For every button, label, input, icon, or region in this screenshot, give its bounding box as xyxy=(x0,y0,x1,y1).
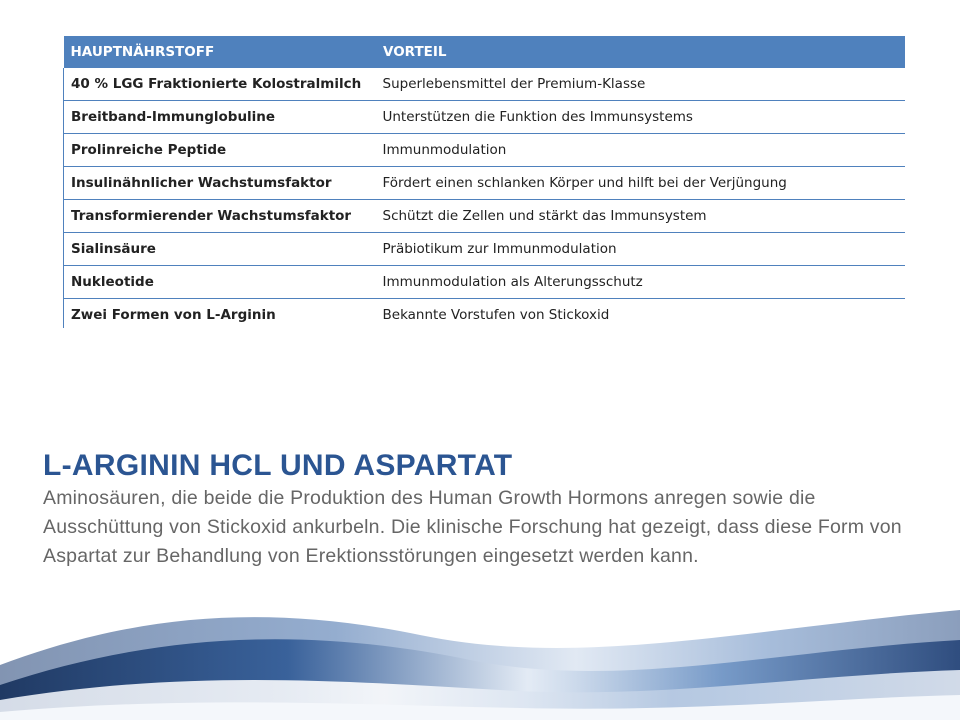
benefit-cell: Immunmodulation xyxy=(376,134,906,167)
l-arginin-section xyxy=(43,448,903,571)
benefit-cell: Präbiotikum zur Immunmodulation xyxy=(376,233,906,266)
nutrient-cell: Prolinreiche Peptide xyxy=(64,134,376,167)
benefit-cell: Fördert einen schlanken Körper und hilft bei der Verjüngung xyxy=(376,167,906,200)
section-body: Aminosäuren, die beide die Produktion des Human Growth Hormons anregen sowie die Ausschüttung von Stickoxid ankurbeln. Die klinische Forschung hat gezeigt, dass diese Form von Aspartat zur Behandlung von Erektionsstörungen eingesetzt werden kann. xyxy=(43,487,902,567)
benefit-cell: Unterstützen die Funktion des Immunsystems xyxy=(376,101,906,134)
nutrient-cell: Transformierender Wachstumsfaktor xyxy=(64,200,376,233)
benefit-cell: Superlebensmittel der Premium-Klasse xyxy=(376,68,906,101)
nutrient-cell: Breitband-Immunglobuline xyxy=(64,101,376,134)
section-title: L-ARGININ HCL UND ASPARTAT xyxy=(43,449,513,482)
benefit-cell: Bekannte Vorstufen von Stickoxid xyxy=(376,299,906,329)
nutrient-cell: Zwei Formen von L-Arginin xyxy=(64,299,376,329)
table-row xyxy=(64,266,906,299)
table-row xyxy=(64,68,906,101)
nutrient-table xyxy=(63,36,905,328)
nutrient-cell: Insulinähnlicher Wachstumsfaktor xyxy=(64,167,376,200)
nutrient-cell: Sialinsäure xyxy=(64,233,376,266)
benefit-cell: Immunmodulation als Alterungsschutz xyxy=(376,266,906,299)
table-row xyxy=(64,299,906,329)
benefit-cell: Schützt die Zellen und stärkt das Immunsystem xyxy=(376,200,906,233)
table-row xyxy=(64,200,906,233)
table-row xyxy=(64,101,906,134)
table-row xyxy=(64,167,906,200)
nutrient-table-container xyxy=(63,36,905,328)
nutrient-cell: 40 % LGG Fraktionierte Kolostralmilch xyxy=(64,68,376,101)
nutrient-cell: Nukleotide xyxy=(64,266,376,299)
header-nutrient: HAUPTNÄHRSTOFF xyxy=(64,36,376,68)
table-header-row xyxy=(64,36,906,68)
table-row xyxy=(64,233,906,266)
table-row xyxy=(64,134,906,167)
decorative-wave-graphic xyxy=(0,590,960,720)
header-benefit: VORTEIL xyxy=(376,36,906,68)
